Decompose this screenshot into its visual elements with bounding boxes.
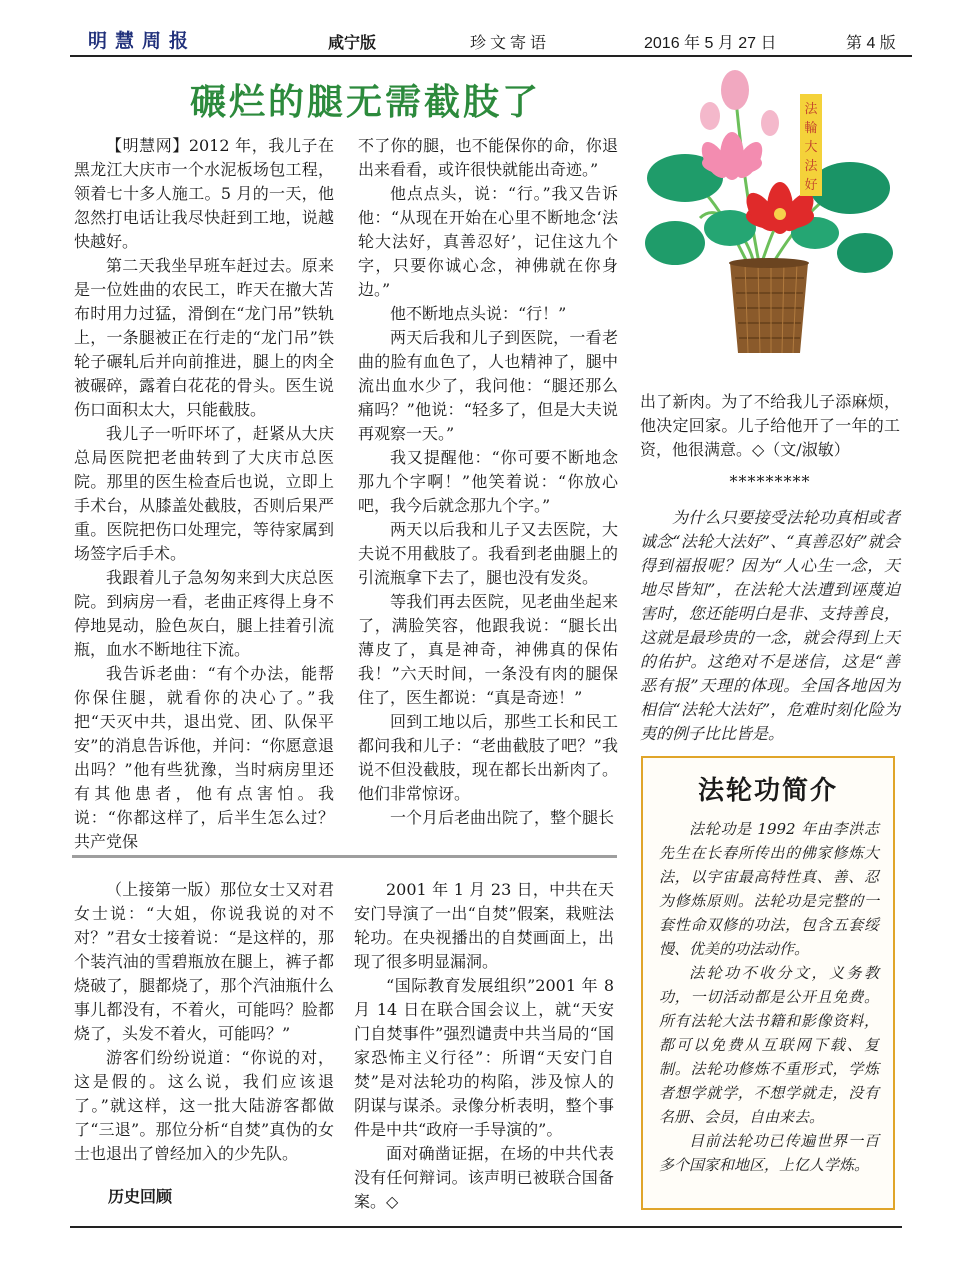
- edition-label: 咸宁版: [328, 35, 377, 52]
- footer-rule: [70, 1226, 902, 1228]
- article-paragraph: 面对确凿证据，在场的中共代表没有任何辩词。该声明已被联合国备案。◇: [354, 1144, 614, 1211]
- lower-column-2: [354, 878, 614, 1214]
- article-paragraph: 我告诉老曲：“有个办法，能帮你保住腿，就看你的决心了。”我把“天灭中共，退出党、团、队保平安”的消息告诉他，并问：“你愿意退出吗？”他有些犹豫，当时病房里还有其他患者，他有点害怕。我说：“你都这样了，后半生怎么过？共产党保: [74, 664, 334, 851]
- falun-gong-intro-box: [641, 756, 895, 1210]
- article-paragraph: 2001 年 1 月 23 日，中共在天安门导演了一出“自焚”假案，栽赃法轮功。在央视播出的自焚画面上，出现了很多明显漏洞。: [354, 880, 614, 971]
- article-paragraph: 我跟着儿子急匆匆来到大庆总医院。到病房一看，老曲正疼得上身不停地晃动，脸色灰白，腿上挂着引流瓶，血水不断地往下流。: [74, 568, 334, 659]
- box-body: [643, 807, 893, 1177]
- article-paragraph: 出了新肉。为了不给我儿子添麻烦，他决定回家。儿子给他开了一年的工资，他很满意。◇（文/淑敏）: [640, 392, 900, 459]
- history-subheading: 历史回顾: [108, 1189, 173, 1206]
- article-title: 碾烂的腿无需截肢了: [190, 81, 542, 123]
- banner-char: 法: [804, 159, 818, 174]
- article-paragraph: （上接第一版）那位女士又对君女士说：“大姐，你说我说的对不对？”君女士接着说：“是这样的，那个装汽油的雪碧瓶放在腿上，裤子都烧破了，腿都烧了，那个汽油瓶什么事儿都没有，不着火，可能吗？脸都烧了，头发不着火，可能吗？”: [74, 880, 334, 1043]
- header-rule: [70, 55, 912, 57]
- article-paragraph: 他点点头，说：“行。”我又告诉他：“从现在开始在心里不断地念‘法轮大法好，真善忍好’，记住这九个字，只要你诚心念，神佛就在你身边。”: [358, 184, 618, 299]
- box-paragraph: 法轮功是 1992 年由李洪志先生在长春所传出的佛家修炼大法，以宇宙最高特性真、善、忍为修炼原则。法轮功是完整的一套性命双修的功法，包含五套绥慢、优美的功法动作。: [659, 820, 879, 958]
- banner-char: 好: [804, 178, 818, 193]
- article-paragraph: 第二天我坐早班车赶过去。原来是一位姓曲的农民工，昨天在撤大苫布时用力过猛，滑倒在“龙门吊”铁轨上，一条腿被正在行走的“龙门吊”铁轮子碾轧后并向前推进，腿上的肉全被碾碎，露着白花花的骨头。医生说伤口面积太大，只能截肢。: [74, 256, 334, 419]
- box-paragraph: 法轮功不收分文，义务教功，一切活动都是公开且免费。所有法轮大法书籍和影像资料，都可以免费从互联网下载、复制。法轮功修炼不重形式，学炼者想学就学，不想学就走，没有名册、会员，自由来去。: [659, 964, 879, 1126]
- page-header: [70, 24, 910, 54]
- lower-column-1: [74, 878, 334, 1210]
- article-paragraph: 两天以后我和儿子又去医院，大夫说不用截肢了。我看到老曲腿上的引流瓶拿下去了，腿也没有发炎。: [358, 520, 618, 587]
- issue-date: 2016 年 5 月 27 日: [644, 35, 777, 52]
- banner-char: 輪: [804, 121, 818, 136]
- lotus-flower-image: [640, 68, 898, 378]
- page-number: 第 4 版: [846, 35, 896, 52]
- article-paragraph: 他不断地点头说：“行！”: [390, 304, 567, 323]
- article-paragraph: 两天后我和儿子到医院，一看老曲的脸有血色了，人也精神了，腿中流出血水少了，我问他：“腿还那么痛吗？”他说：“轻多了，但是大夫说再观察一天。”: [358, 328, 618, 443]
- paper-name: 明慧周报: [88, 30, 197, 52]
- banner-char: 法: [804, 102, 818, 117]
- article-column-3: [640, 390, 900, 746]
- column-name: 珍文寄语: [470, 33, 551, 52]
- section-divider-stars: *********: [729, 472, 811, 491]
- box-title: 法轮功简介: [697, 775, 838, 805]
- article-paragraph: 我又提醒他：“你可要不断地念那九个字啊！”他笑着说：“你放心吧，我今后就念那九个字。”: [358, 448, 618, 515]
- article-paragraph: 回到工地以后，那些工长和民工都问我和儿子：“老曲截肢了吧？”我说不但没截肢，现在都长出新肉了。他们非常惊讶。: [358, 712, 618, 803]
- article-paragraph: 一个月后老曲出院了，整个腿长: [390, 808, 615, 827]
- article-paragraph: “国际教育发展组织”2001 年 8 月 14 日在联合国会议上，就“天安门自焚事件”强烈谴责中共当局的“国家恐怖主义行径”：所谓“天安门自焚”是对法轮功的构陷，涉及惊人的阴谋与谋杀。录像分析表明，整个事件是中共“政府一手导演的”。: [354, 976, 614, 1139]
- article-paragraph: 我儿子一听吓坏了，赶紧从大庆总局医院把老曲转到了大庆市总医院。那里的医生检查后也说，立即上手术台，从膝盖处截肢，否则后果严重。医院把伤口处理完，等待家属到场签字后手术。: [74, 424, 334, 563]
- article-paragraph: 游客们纷纷说道：“你说的对，这是假的。这么说，我们应该退了。”就这样，这一批大陆游客都做了“三退”。那位分析“自焚”真伪的女士也退出了曾经加入的少先队。: [74, 1048, 334, 1163]
- banner-char: 大: [804, 140, 818, 155]
- article-paragraph: 等我们再去医院，见老曲坐起来了，满脸笑容，他跟我说：“腿长出薄皮了，真是神奇，神佛真的保佑我！”六天时间，一条没有肉的腿保住了，医生都说：“真是奇迹！”: [358, 592, 618, 707]
- section-divider: [72, 855, 617, 858]
- box-paragraph: 目前法轮功已传遍世界一百多个国家和地区，上亿人学炼。: [659, 1132, 879, 1174]
- article-column-1: [74, 134, 334, 854]
- promo-paragraph: 为什么只要接受法轮功真相或者诚念“法轮大法好”、“真善忍好”就会得到福报呢？因为“人心生一念，天地尽皆知”，在法轮大法遭到诬蔑迫害时，您还能明白是非、支持善良，这就是最珍贵的一念，就会得到上天的佑护。这绝对不是迷信，这是“善恶有报”天理的体现。全国各地因为相信“法轮大法好”，危难时刻化险为夷的例子比比皆是。: [640, 508, 900, 743]
- article-column-2: [358, 134, 618, 830]
- article-paragraph: 不了你的腿，也不能保你的命，你退出来看看，或许很快就能出奇迹。”: [358, 136, 618, 179]
- article-paragraph: 【明慧网】2012 年，我儿子在黑龙江大庆市一个水泥板场包工程，领着七十多人施工。5 月的一天，他忽然打电话让我尽快赶到工地，说越快越好。: [74, 136, 334, 251]
